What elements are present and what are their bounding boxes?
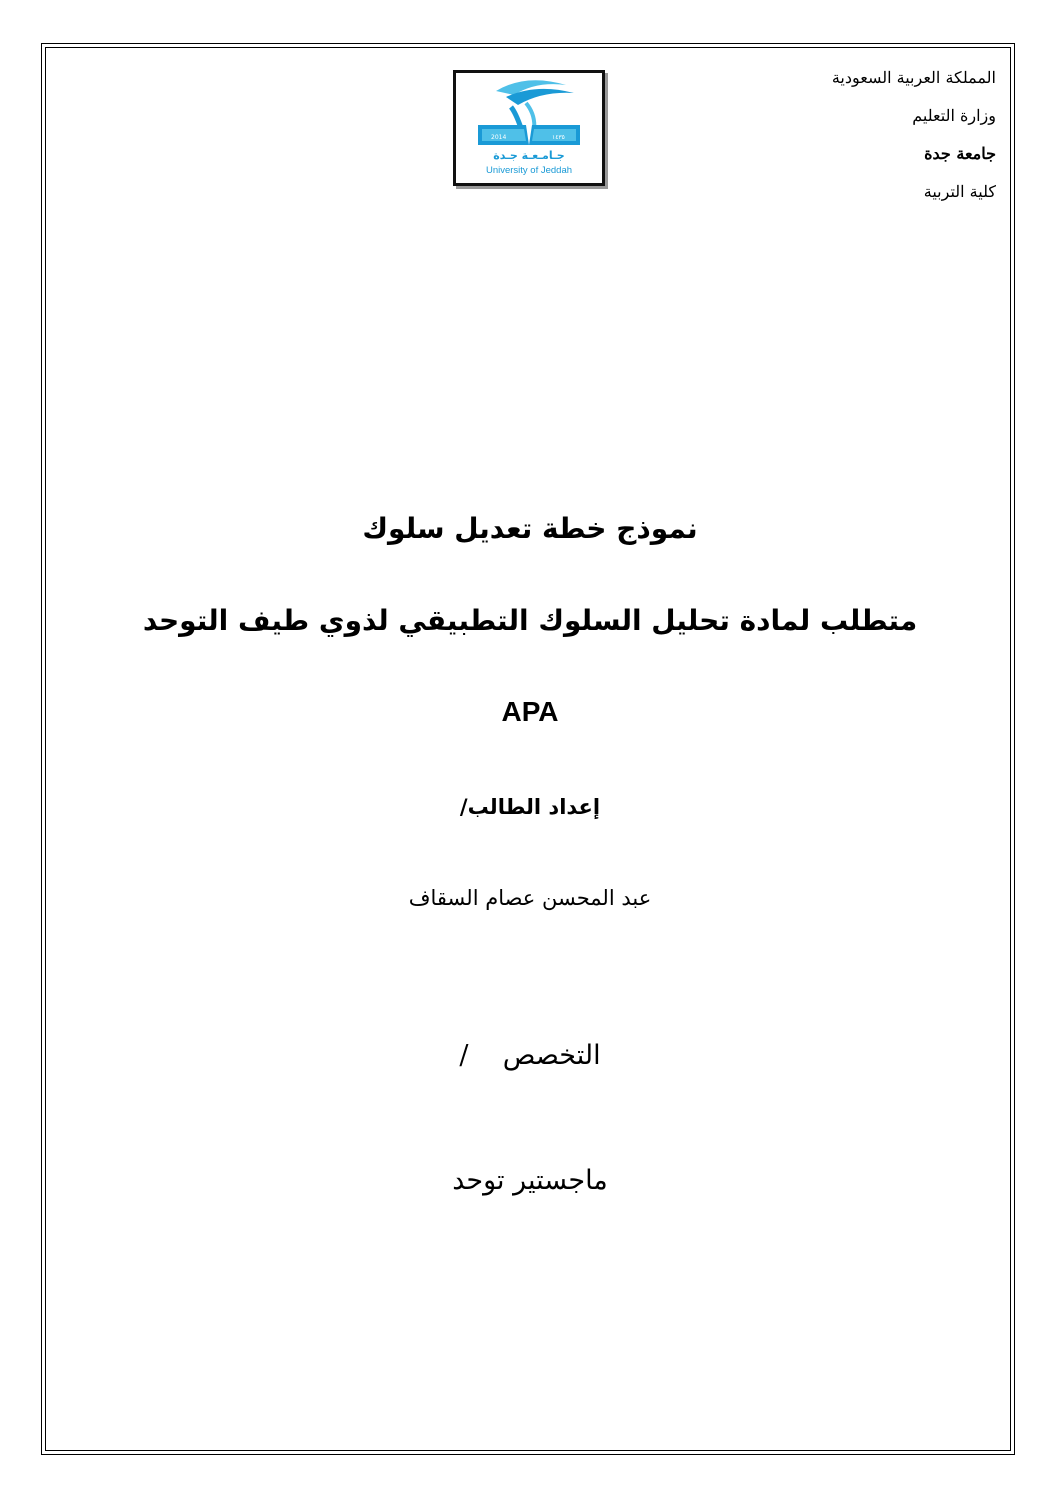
header-university: جامعة جدة (924, 144, 996, 163)
specialization-value: ماجستير توحد (452, 1165, 608, 1196)
university-logo-graphic (456, 73, 602, 183)
page-border-inner (45, 47, 1011, 1451)
student-name: عبد المحسن عصام السقاف (408, 886, 652, 910)
header-college: كلية التربية (923, 182, 996, 201)
header-ministry: وزارة التعليم (912, 106, 996, 125)
specialization-label: التخصص / (459, 1040, 601, 1071)
logo-year-left: 2014 (491, 134, 507, 141)
document-title: نموذج خطة تعديل سلوك (362, 512, 698, 545)
header-country: المملكة العربية السعودية (831, 68, 996, 87)
logo-english-name: University of Jeddah (485, 165, 573, 176)
logo-year-right: ١٤٣٥ (552, 134, 565, 141)
document-subtitle: متطلب لمادة تحليل السلوك التطبيقي لذوي طيف التوحد (142, 604, 918, 637)
citation-style: APA (501, 696, 559, 727)
prepared-by-label: إعداد الطالب/ (459, 795, 601, 819)
institution-header (676, 68, 996, 220)
university-logo (453, 70, 605, 186)
logo-arabic-name: جـامـعـة جـدة (493, 149, 565, 162)
